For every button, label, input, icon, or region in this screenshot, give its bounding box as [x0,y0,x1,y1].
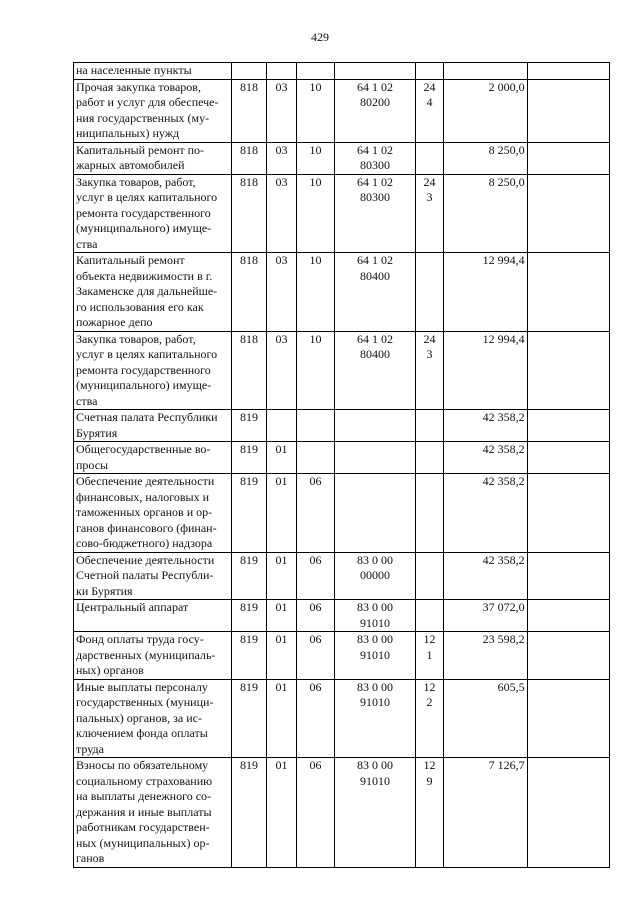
row-sum: 7 126,7 [444,758,527,868]
row-section-code: 03 [267,174,296,253]
row-name: Счетная палата Республики Бурятия [74,410,232,442]
row-sum: 37 072,0 [444,600,527,632]
row-expense-code [415,600,443,632]
row-blank [527,63,609,80]
row-target-code [335,474,415,553]
row-sum: 8 250,0 [444,174,527,253]
row-name: Закупка товаров, работ, услуг в целях капитального ремонта государственного (муниципального) имуще- ства [74,331,232,410]
row-expense-code: 12 9 [415,758,443,868]
row-admin-code: 818 [231,331,267,410]
row-blank [527,758,609,868]
row-expense-code [415,552,443,600]
row-subsection-code: 06 [296,474,335,553]
row-target-code: 83 0 00 91010 [335,758,415,868]
row-name: Обеспечение деятельности финансовых, налоговых и таможенных органов и ор- ганов финансового (финан- сово-бюджетного) надзора [74,474,232,553]
page-number: 429 [311,30,329,44]
row-admin-code: 818 [231,142,267,174]
row-subsection-code: 06 [296,632,335,680]
row-blank [527,331,609,410]
row-expense-code [415,253,443,332]
table-row [74,758,610,868]
row-section-code: 01 [267,442,296,474]
row-target-code: 83 0 00 91010 [335,600,415,632]
row-expense-code: 24 3 [415,331,443,410]
table-row [74,331,610,410]
row-section-code: 01 [267,632,296,680]
table-row [74,632,610,680]
row-admin-code: 818 [231,174,267,253]
row-blank [527,410,609,442]
row-admin-code: 819 [231,758,267,868]
row-subsection-code [296,442,335,474]
row-expense-code [415,142,443,174]
row-name: Центральный аппарат [74,600,232,632]
row-sum [444,63,527,80]
row-subsection-code: 10 [296,79,335,142]
row-target-code [335,410,415,442]
row-sum: 42 358,2 [444,410,527,442]
row-subsection-code: 06 [296,758,335,868]
row-section-code [267,410,296,442]
row-section-code: 01 [267,600,296,632]
row-name: Капитальный ремонт по- жарных автомобилей [74,142,232,174]
row-sum: 12 994,4 [444,253,527,332]
row-name: на населенные пункты [74,63,232,80]
table-row [74,679,610,758]
row-admin-code: 819 [231,442,267,474]
row-admin-code: 819 [231,679,267,758]
row-expense-code [415,442,443,474]
table-row [74,442,610,474]
row-subsection-code [296,410,335,442]
row-admin-code: 818 [231,253,267,332]
row-target-code: 64 1 02 80300 [335,174,415,253]
row-name: Закупка товаров, работ, услуг в целях капитального ремонта государственного (муниципального) имуще- ства [74,174,232,253]
table-row [74,552,610,600]
budget-table [73,62,610,868]
row-target-code [335,442,415,474]
row-section-code: 01 [267,552,296,600]
row-subsection-code [296,63,335,80]
row-section-code: 01 [267,679,296,758]
table-row [74,410,610,442]
row-target-code: 64 1 02 80400 [335,331,415,410]
row-section-code [267,63,296,80]
row-subsection-code: 06 [296,679,335,758]
table-row [74,174,610,253]
row-admin-code: 819 [231,600,267,632]
row-blank [527,253,609,332]
row-blank [527,600,609,632]
row-blank [527,174,609,253]
table-row [74,474,610,553]
row-admin-code: 819 [231,632,267,680]
row-target-code: 83 0 00 00000 [335,552,415,600]
row-section-code: 03 [267,253,296,332]
table-row [74,142,610,174]
row-blank [527,552,609,600]
row-sum: 605,5 [444,679,527,758]
row-name: Фонд оплаты труда госу- дарственных (муниципаль- ных) органов [74,632,232,680]
row-blank [527,142,609,174]
budget-table-body [74,63,610,868]
row-section-code: 03 [267,79,296,142]
row-expense-code: 12 2 [415,679,443,758]
row-section-code: 03 [267,331,296,410]
row-sum: 42 358,2 [444,474,527,553]
row-expense-code [415,63,443,80]
row-blank [527,632,609,680]
row-target-code: 83 0 00 91010 [335,679,415,758]
row-target-code: 64 1 02 80400 [335,253,415,332]
row-expense-code [415,474,443,553]
row-subsection-code: 10 [296,331,335,410]
row-blank [527,442,609,474]
row-blank [527,79,609,142]
row-section-code: 03 [267,142,296,174]
row-subsection-code: 10 [296,174,335,253]
table-row [74,253,610,332]
row-name: Прочая закупка товаров, работ и услуг для обеспече- ния государственных (му- ниципальных) нужд [74,79,232,142]
row-expense-code: 24 3 [415,174,443,253]
row-target-code: 83 0 00 91010 [335,632,415,680]
row-target-code: 64 1 02 80200 [335,79,415,142]
row-sum: 23 598,2 [444,632,527,680]
row-admin-code: 819 [231,552,267,600]
row-subsection-code: 06 [296,600,335,632]
row-blank [527,474,609,553]
row-expense-code: 12 1 [415,632,443,680]
row-subsection-code: 10 [296,253,335,332]
row-subsection-code: 10 [296,142,335,174]
row-sum: 8 250,0 [444,142,527,174]
row-blank [527,679,609,758]
row-sum: 42 358,2 [444,442,527,474]
row-admin-code [231,63,267,80]
row-target-code [335,63,415,80]
row-admin-code: 819 [231,410,267,442]
table-row [74,63,610,80]
table-row [74,79,610,142]
row-sum: 2 000,0 [444,79,527,142]
row-name: Общегосударственные во- просы [74,442,232,474]
row-name: Обеспечение деятельности Счетной палаты Республи- ки Бурятия [74,552,232,600]
row-subsection-code: 06 [296,552,335,600]
row-name: Капитальный ремонт объекта недвижимости в г. Закаменске для дальнейше- го использования его как пожарное депо [74,253,232,332]
row-expense-code [415,410,443,442]
row-section-code: 01 [267,758,296,868]
row-section-code: 01 [267,474,296,553]
row-name: Иные выплаты персоналу государственных (муници- пальных) органов, за ис- ключением фонда оплаты труда [74,679,232,758]
row-expense-code: 24 4 [415,79,443,142]
row-name: Взносы по обязательному социальному страхованию на выплаты денежного со- держания и иные выплаты работникам государствен- ных (муниципальных) ор- ганов [74,758,232,868]
row-sum: 12 994,4 [444,331,527,410]
row-sum: 42 358,2 [444,552,527,600]
row-admin-code: 819 [231,474,267,553]
row-target-code: 64 1 02 80300 [335,142,415,174]
table-row [74,600,610,632]
row-admin-code: 818 [231,79,267,142]
